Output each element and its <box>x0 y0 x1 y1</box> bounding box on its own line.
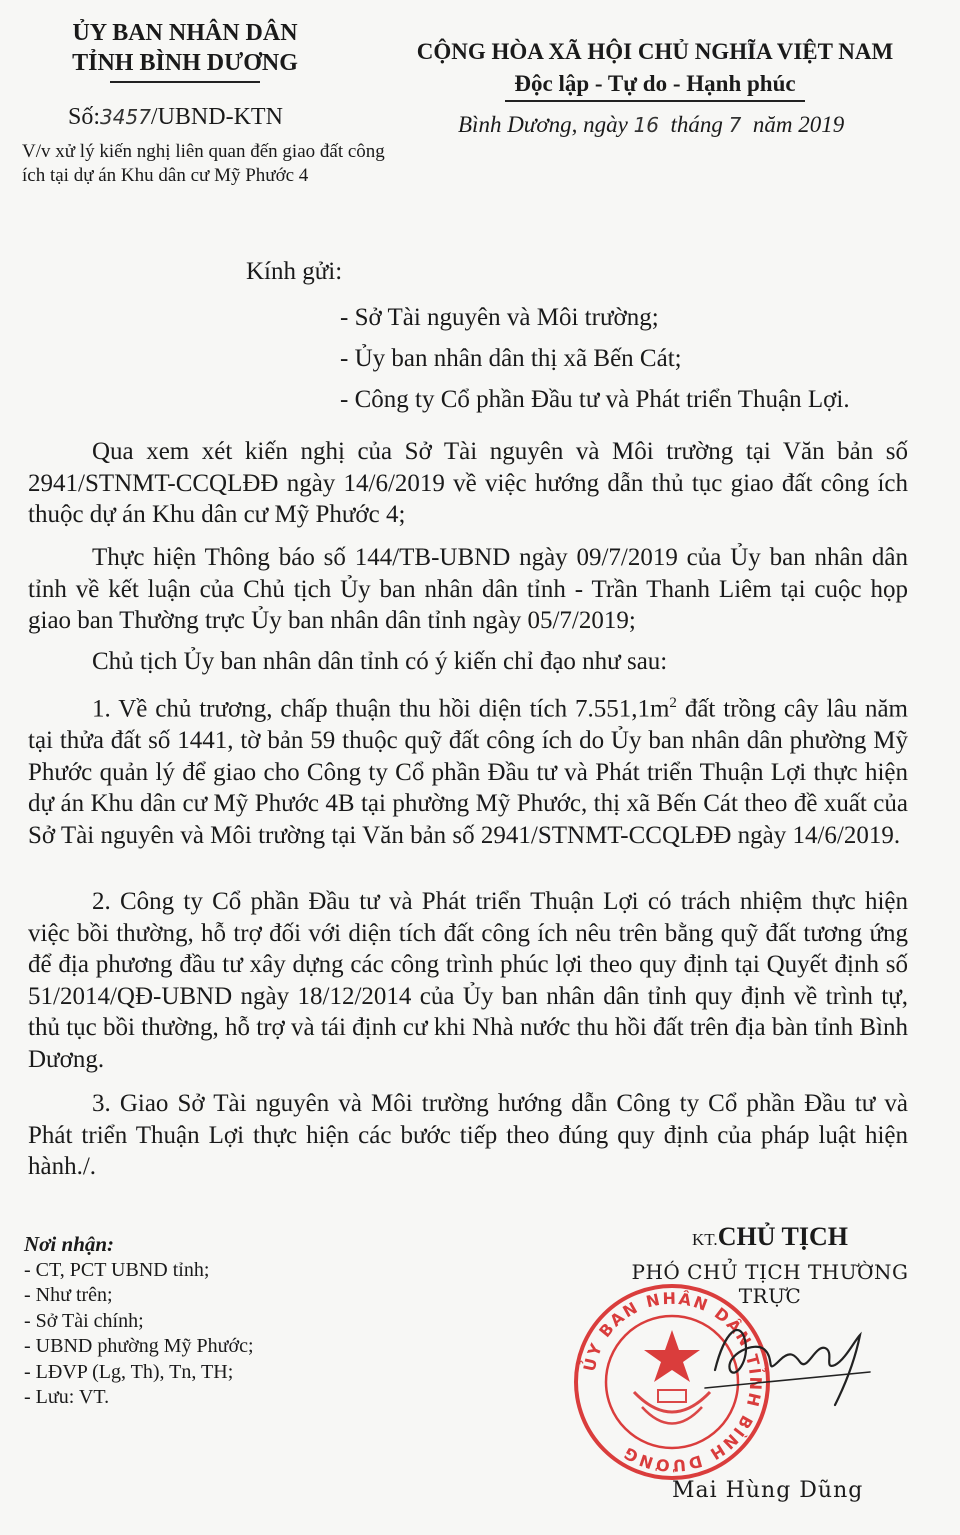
distribution-item: - UBND phường Mỹ Phước; <box>24 1335 254 1357</box>
motto: Độc lập - Tự do - Hạnh phúc <box>514 71 796 96</box>
recipient-item: - Ủy ban nhân dân thị xã Bến Cát; <box>340 345 682 372</box>
body-paragraph-6: 3. Giao Sở Tài nguyên và Môi trường hướng dẫn Công ty Cổ phần Đầu tư và Phát triển Thuận Lợi thực hiện các bước tiếp theo đúng quy định của pháp luật hiện hành./. <box>28 1090 908 1181</box>
org-name-line2: TỈNH BÌNH DƯƠNG <box>72 50 298 76</box>
date-year: năm 2019 <box>752 112 845 137</box>
body-paragraph-1: Qua xem xét kiến nghị của Sở Tài nguyên và Môi trường tại Văn bản số 2941/STNMT-CCQLĐĐ ngày 14/6/2019 về việc hướng dẫn thủ tục giao đất công ích thuộc dự án Khu dân cư Mỹ Phước 4; <box>28 438 908 529</box>
distribution-item: - Lưu: VT. <box>24 1386 110 1408</box>
signer-name: Mai Hùng Dũng <box>672 1478 864 1503</box>
distribution-item: - Như trên; <box>24 1284 113 1306</box>
date-day: 16 <box>633 113 660 137</box>
seal-star-icon <box>644 1330 700 1382</box>
issuing-organization <box>40 18 330 83</box>
distribution-item: - LĐVP (Lg, Th), Tn, TH; <box>24 1360 234 1383</box>
handwritten-signature-icon <box>695 1300 885 1410</box>
distribution-item: - CT, PCT UBND tỉnh; <box>24 1258 210 1281</box>
para4-text-b: đất trồng cây lâu năm tại thửa đất số 1441, tờ bản 59 thuộc quỹ đất công ích do Ủy ban nhân dân phường Mỹ Phước quản lý để giao cho Công ty Cổ phần Đầu tư và Phát triển Thuận Lợi thực hiện dự án Khu dân cư Mỹ Phước 4B tại phường Mỹ Phước, thị xã Bến Cát theo đề xuất của Sở Tài nguyên và Môi trường tại Văn bản số 2941/STNMT-CCQLĐĐ ngày 14/6/2019. <box>28 695 909 849</box>
country-name: CỘNG HÒA XÃ HỘI CHỦ NGHĨA VIỆT NAM <box>416 39 894 64</box>
date-month-label: tháng <box>670 112 723 137</box>
org-underline <box>110 81 260 83</box>
body-paragraph-4 <box>28 688 908 851</box>
subject-line: V/v xử lý kiến nghị liên quan đến giao đất công ích tại dự án Khu dân cư Mỹ Phước 4 <box>22 141 385 186</box>
org-name-line1: ỦY BAN NHÂN DÂN <box>72 20 298 46</box>
date-prefix: Bình Dương, ngày <box>458 112 628 137</box>
signer-subtitle: PHÓ CHỦ TỊCH THƯỜNG TRỰC <box>631 1260 909 1308</box>
signer-title <box>600 1222 940 1252</box>
body-paragraph-3: Chủ tịch Ủy ban nhân dân tỉnh có ý kiến chỉ đạo như sau: <box>92 648 668 675</box>
motto-underline <box>505 100 805 102</box>
signer-title-text: CHỦ TỊCH <box>717 1222 848 1251</box>
recipient-item: - Sở Tài nguyên và Môi trường; <box>340 304 659 331</box>
distribution-list <box>24 1232 254 1411</box>
distribution-item: - Sở Tài chính; <box>24 1309 144 1332</box>
national-motto <box>405 36 905 102</box>
doc-number-prefix: Số: <box>68 104 101 130</box>
doc-number-suffix: /UBND-KTN <box>150 104 283 130</box>
recipient-item: - Công ty Cổ phần Đầu tư và Phát triển Thuận Lợi. <box>340 386 850 413</box>
document-number <box>68 104 283 131</box>
doc-number-handwritten: 3457 <box>100 105 151 129</box>
para4-text-a: 1. Về chủ trương, chấp thuận thu hồi diện tích 7.551,1m <box>92 695 670 723</box>
date-month: 7 <box>728 113 742 137</box>
greeting: Kính gửi: <box>246 258 343 285</box>
distribution-title: Nơi nhận: <box>24 1232 115 1256</box>
seal-text: ỦY BAN NHÂN DÂN TỈNH BÌNH DƯƠNG <box>579 1288 766 1476</box>
area-unit-superscript: 2 <box>669 695 677 711</box>
body-paragraph-2: Thực hiện Thông báo số 144/TB-UBND ngày 09/7/2019 của Ủy ban nhân dân tỉnh về kết luận của Chủ tịch Ủy ban nhân dân tỉnh - Trần Thanh Liêm tại cuộc họp giao ban Thường trực Ủy ban nhân dân tỉnh ngày 05/7/2019; <box>28 544 908 635</box>
issue-date <box>458 112 844 138</box>
body-paragraph-5: 2. Công ty Cổ phần Đầu tư và Phát triển Thuận Lợi có trách nhiệm thực hiện việc bồi thường, hỗ trợ đối với diện tích đất công ích nêu trên bằng quỹ đất tương ứng để địa phương đầu tư xây dựng các công trình phúc lợi theo quy định tại Quyết định số 51/2014/QĐ-UBND ngày 18/12/2014 của Ủy ban nhân dân tỉnh quy định về trình tự, thủ tục bồi thường, hỗ trợ và tái định cư khi Nhà nước thu hồi đất trên địa bàn tỉnh Bình Dương. <box>28 888 908 1073</box>
signer-prefix: KT. <box>692 1230 718 1249</box>
